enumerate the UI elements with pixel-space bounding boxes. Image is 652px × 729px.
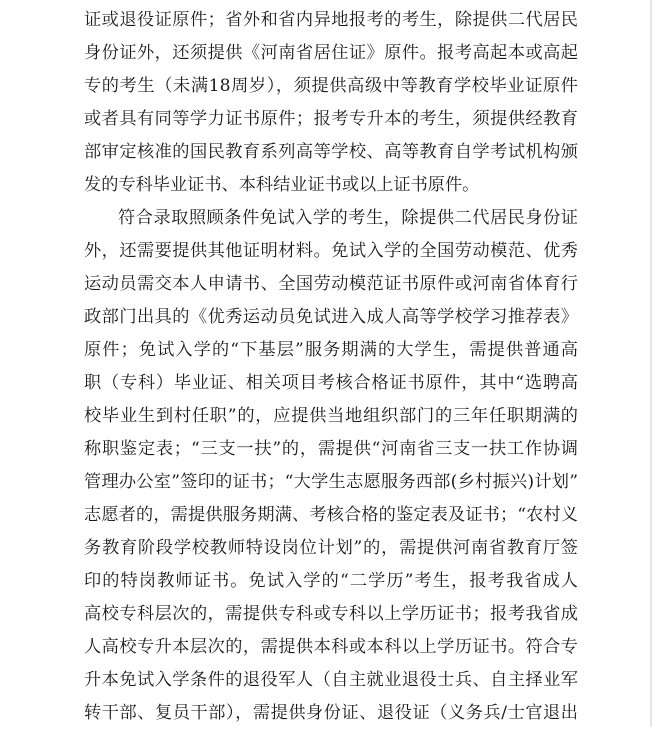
text-line-20: 人高校专升本层次的，需提供本科或本科以上学历证书。符合专 [84,637,578,657]
text-line-3: 专的考生（未满18周岁），须提供高级中等教育学校毕业证原件 [84,76,578,96]
text-line-5: 部审定核准的国民教育系列高等学校、高等教育自学考试机构颁 [84,142,578,162]
text-line-21: 升本免试入学条件的退役军人（自主就业退役士兵、自主择业军 [84,670,578,690]
text-line-15: 管理办公室”签印的证书；“大学生志愿服务西部(乡村振兴)计划” [84,472,578,492]
text-line-17: 务教育阶段学校教师特设岗位计划”的，需提供河南省教育厅签 [84,538,578,558]
text-line-14: 称职鉴定表；“三支一扶”的，需提供“河南省三支一扶工作协调 [84,439,578,459]
text-line-9: 运动员需交本人申请书、全国劳动模范证书原件或河南省体育行 [84,274,578,294]
text-line-10: 政部门出具的《优秀运动员免试进入成人高等学校学习推荐表》 [84,307,578,327]
text-line-2: 身份证外，还须提供《河南省居住证》原件。报考高起本或高起 [84,43,578,63]
text-line-12: 职（专科）毕业证、相关项目考核合格证书原件，其中“选聘高 [84,373,578,393]
text-line-22: 转干部、复员干部），需提供身份证、退役证（义务兵/士官退出 [84,703,578,723]
text-line-1: 证或退役证原件；省外和省内异地报考的考生，除提供二代居民 [84,10,578,30]
text-line-4: 或者具有同等学力证书原件；报考专升本的考生，须提供经教育 [84,109,578,129]
text-line-18: 印的特岗教师证书。免试入学的“二学历”考生，报考我省成人 [84,571,578,591]
text-line-6: 发的专科毕业证书、本科结业证书或以上证书原件。 [84,175,480,195]
text-line-7: 符合录取照顾条件免试入学的考生，除提供二代居民身份证 [118,208,578,228]
text-line-19: 高校专科层次的，需提供专科或专科以上学历证书；报考我省成 [84,604,578,624]
text-line-11: 原件；免试入学的“下基层”服务期满的大学生，需提供普通高 [84,340,578,360]
text-line-8: 外，还需要提供其他证明材料。免试入学的全国劳动模范、优秀 [84,241,578,261]
text-line-13: 校毕业生到村任职”的，应提供当地组织部门的三年任职期满的 [84,406,578,426]
text-line-16: 志愿者的，需提供服务期满、考核合格的鉴定表及证书；“农村义 [84,505,578,525]
